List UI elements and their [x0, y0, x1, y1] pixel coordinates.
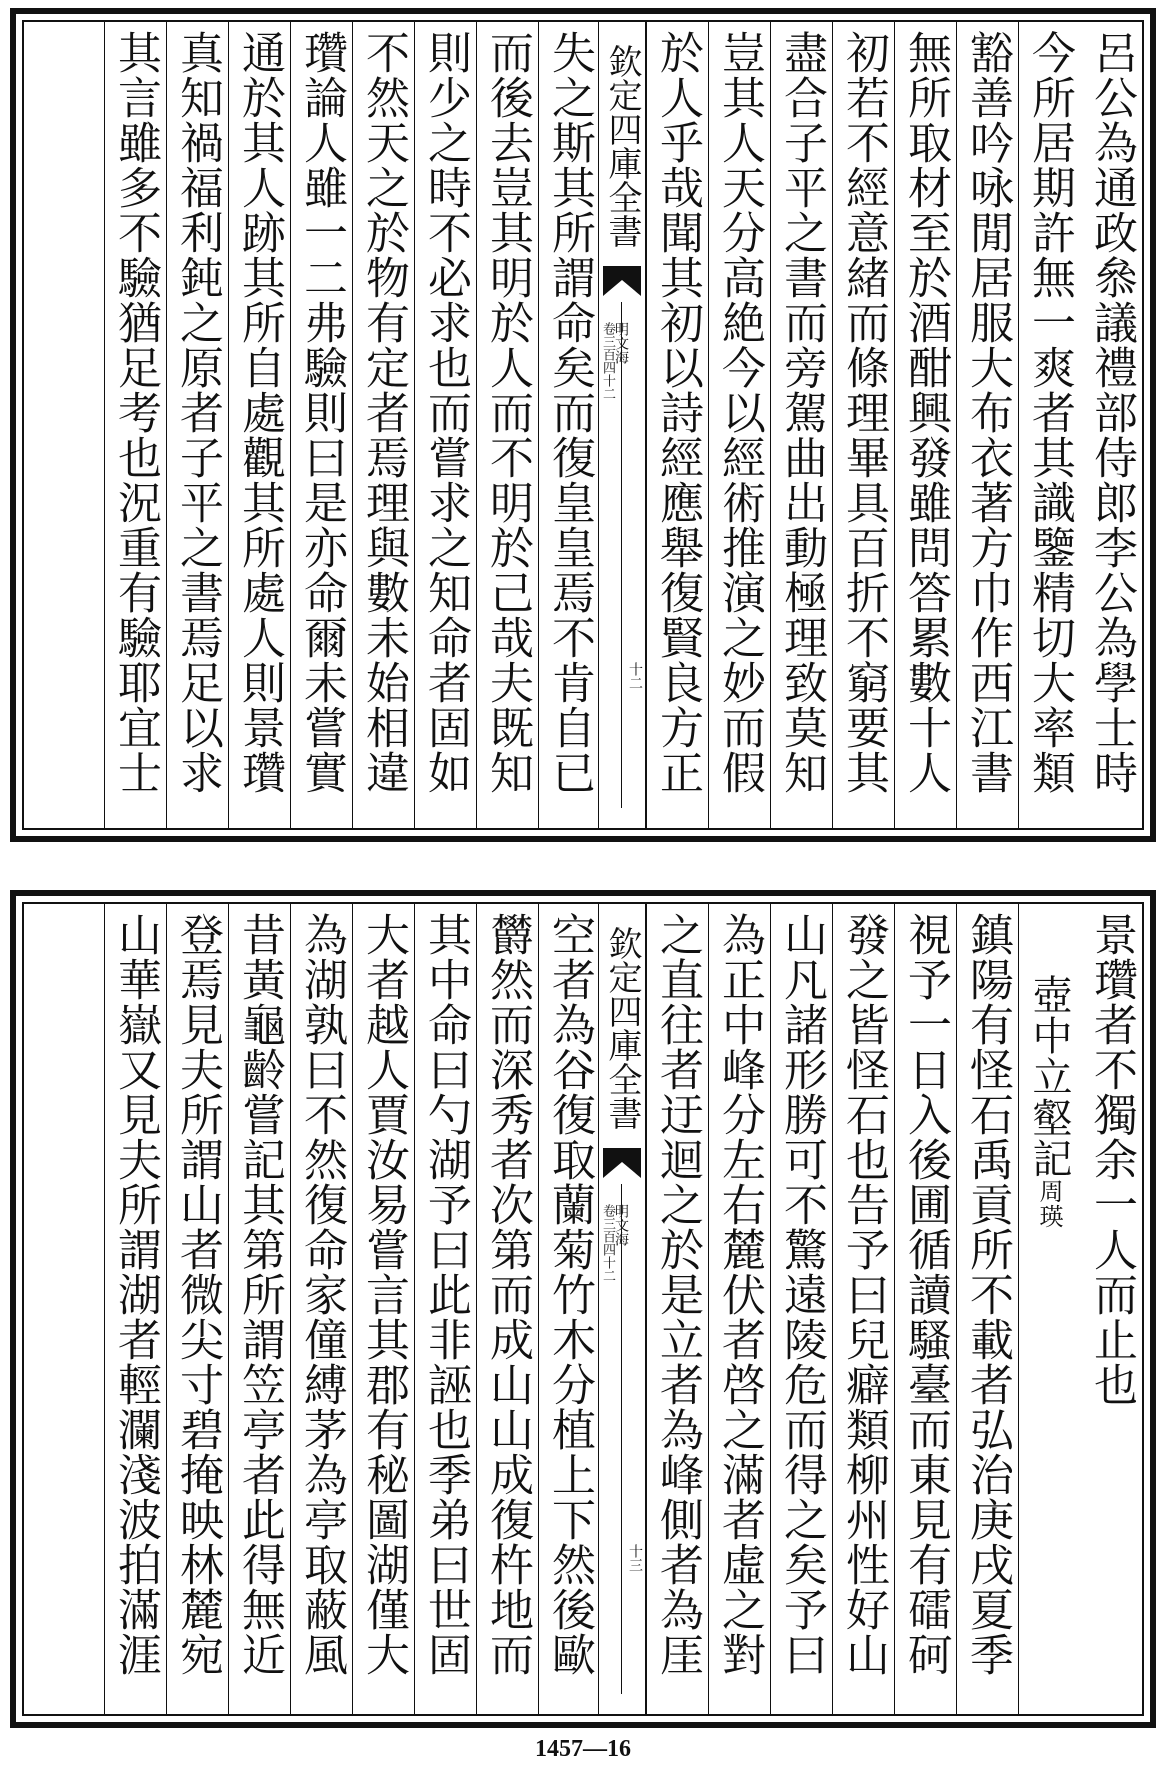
text-column: 豁善吟咏閒居服大布衣著方巾作西江書 [956, 22, 1018, 828]
text-column: 不然天之於物有定者焉理與數未始相違 [352, 22, 414, 828]
text-column: 欝然而深秀者次第而成山山成復杵地而 [476, 904, 538, 1714]
text-column: 今所居期許無一爽者其識鑒精切大率類 [1018, 22, 1080, 828]
center-fold [598, 22, 646, 828]
essay-author: 周瑛 [1035, 1179, 1063, 1229]
text-column: 為湖孰曰不然復命家僮縛茅為亭取蔽風 [290, 904, 352, 1714]
page-number: 1457—16 [535, 1736, 631, 1762]
text-column: 瓚論人雖一二弗驗則曰是亦命爾未嘗實 [290, 22, 352, 828]
center-rule [621, 1184, 622, 1694]
book-name: 明文海 [613, 1204, 629, 1246]
text-column: 大者越人賈汝易嘗言其郡有秘圖湖僅大 [352, 904, 414, 1714]
text-column: 呂公為通政叅議禮部侍郎李公為學士時 [1086, 30, 1137, 795]
book-name: 明文海 [613, 322, 629, 364]
volume-number: 卷三百四十二 [600, 322, 615, 400]
text-column: 初若不經意緒而條理畢具百折不窮要其 [832, 22, 894, 828]
bottom-page [10, 890, 1156, 1728]
text-column: 之直往者迂迴之於是立者為峰側者為厓 [646, 904, 708, 1714]
text-column: 視予一日入後圃循讀騷臺而東見有礌砢 [894, 904, 956, 1714]
text-column: 空者為谷復取蘭菊竹木分植上下然後歐 [538, 904, 600, 1714]
text-column: 真知禍福利鈍之原者子平之書焉足以求 [166, 22, 228, 828]
text-column: 山凡諸形勝可不驚遠陵危而得之矣予曰 [770, 904, 832, 1714]
text-column: 於人乎哉聞其初以詩經應舉復賢良方正 [646, 22, 708, 828]
essay-title-column [1018, 904, 1080, 1714]
text-column: 則少之時不必求也而嘗求之知命者固如 [414, 22, 476, 828]
text-column: 鎮陽有怪石禹貢所不載者弘治庚戌夏季 [956, 904, 1018, 1714]
top-page-frame [22, 20, 1144, 830]
text-column: 昔黃龜齡嘗記其第所謂笠亭者此得無近 [228, 904, 290, 1714]
leaf-number: 十三 [627, 1544, 643, 1572]
text-column: 而後去豈其明於人而不明於己哉夫既知 [476, 22, 538, 828]
fish-tail-mark-icon [603, 1148, 641, 1178]
leaf-number: 十二 [627, 662, 643, 690]
fish-tail-mark-icon [603, 266, 641, 296]
text-column: 盡合子平之書而旁駕曲出動極理致莫知 [770, 22, 832, 828]
essay-title: 壺中立壑記 [1026, 974, 1072, 1179]
text-column: 豈其人天分高絶今以經術推演之妙而假 [708, 22, 770, 828]
text-column: 其中命曰勺湖予曰此非誣也季弟曰世固 [414, 904, 476, 1714]
center-rule [621, 302, 622, 808]
text-column: 其言雖多不驗猶足考也況重有驗耶宜士 [104, 22, 166, 828]
text-column: 失之斯其所謂命矣而復皇皇焉不肯自已 [538, 22, 600, 828]
text-column: 山華嶽又見夫所謂湖者輕瀾淺波拍滿涯 [104, 904, 166, 1714]
center-title: 欽定四庫全書 [602, 926, 642, 1130]
bottom-page-frame [22, 902, 1144, 1716]
text-column: 通於其人跡其所自處觀其所處人則景瓚 [228, 22, 290, 828]
text-column: 發之皆怪石也告予曰兒癖類柳州性好山 [832, 904, 894, 1714]
center-title: 欽定四庫全書 [602, 44, 642, 248]
volume-number: 卷三百四十二 [600, 1204, 615, 1282]
text-column: 登焉見夫所謂山者微尖寸碧掩映林麓宛 [166, 904, 228, 1714]
text-column: 景瓚者不獨余一人而止也 [1086, 912, 1137, 1407]
center-fold [598, 904, 646, 1714]
text-column: 無所取材至於酒酣興發雖問答累數十人 [894, 22, 956, 828]
top-page [10, 8, 1156, 842]
text-column: 為正中峰分左右麓伏者啓之滿者虛之對 [708, 904, 770, 1714]
